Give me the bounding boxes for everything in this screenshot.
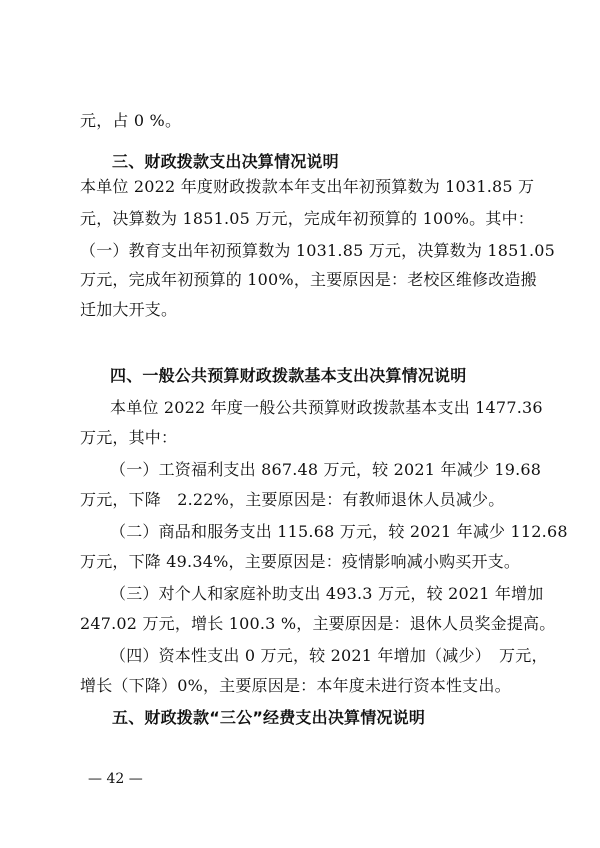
text-line: 本单位 2022 年度财政拨款本年支出年初预算数为 1031.85 万 bbox=[80, 177, 535, 196]
section-heading-3: 三、财政拨款支出决算情况说明 bbox=[112, 152, 339, 171]
text-line: 万元，下降 2.22%，主要原因是：有教师退休人员减少。 bbox=[80, 490, 505, 509]
text-line: （三）对个人和家庭补助支出 493.3 万元，较 2021 年增加 bbox=[110, 584, 544, 603]
text-line: 万元，其中： bbox=[80, 428, 178, 447]
text-line: 元，占 0 %。 bbox=[80, 111, 182, 130]
text-line: 247.02 万元，增长 100.3 %，主要原因是：退休人员奖金提高。 bbox=[80, 614, 556, 633]
text-line: 本单位 2022 年度一般公共预算财政拨款基本支出 1477.36 bbox=[110, 398, 543, 417]
text-line: 增长（下降）0%，主要原因是：本年度未进行资本性支出。 bbox=[80, 676, 511, 695]
text-line: （一）教育支出年初预算数为 1031.85 万元，决算数为 1851.05 bbox=[80, 241, 555, 260]
text-line: 元，决算数为 1851.05 万元，完成年初预算的 100%。其中： bbox=[80, 209, 534, 228]
text-line: （二）商品和服务支出 115.68 万元，较 2021 年减少 112.68 bbox=[110, 522, 568, 541]
text-line: 迁加大开支。 bbox=[80, 300, 178, 319]
page-number: — 42 — bbox=[88, 771, 143, 787]
section-heading-4: 四、一般公共预算财政拨款基本支出决算情况说明 bbox=[110, 366, 467, 385]
text-line: 万元，完成年初预算的 100%，主要原因是：老校区维修改造搬 bbox=[80, 270, 537, 289]
section-heading-5: 五、财政拨款“三公”经费支出决算情况说明 bbox=[112, 708, 426, 727]
text-line: （一）工资福利支出 867.48 万元，较 2021 年减少 19.68 bbox=[110, 460, 542, 479]
text-line: （四）资本性支出 0 万元，较 2021 年增加（减少） 万元， bbox=[110, 646, 548, 665]
text-line: 万元，下降 49.34%，主要原因是：疫情影响减小购买开支。 bbox=[80, 552, 521, 571]
